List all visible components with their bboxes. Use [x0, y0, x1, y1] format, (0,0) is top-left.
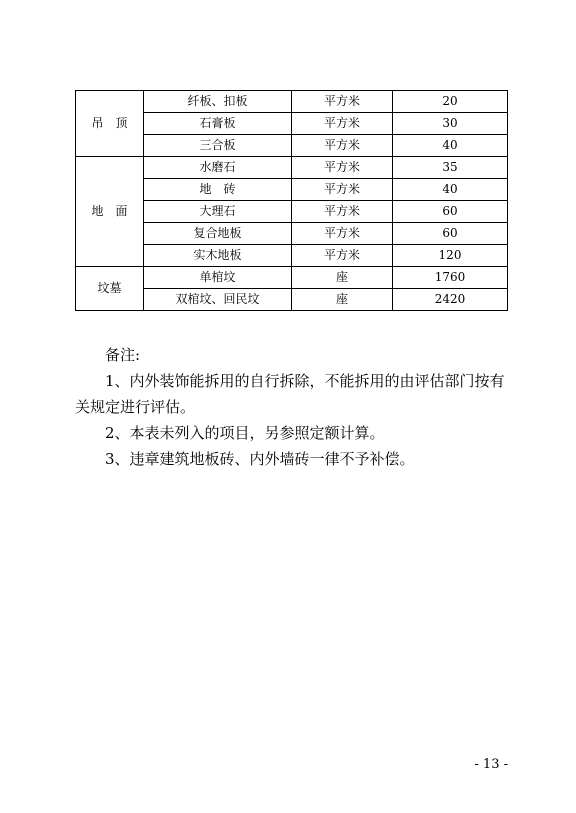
unit-cell: 平方米 [292, 245, 393, 267]
item-cell: 大理石 [144, 201, 292, 223]
item-cell: 复合地板 [144, 223, 292, 245]
item-cell: 双棺坟、回民坟 [144, 289, 292, 311]
category-cell: 地 面 [76, 157, 144, 267]
unit-cell: 平方米 [292, 223, 393, 245]
unit-cell: 平方米 [292, 157, 393, 179]
table-row [76, 267, 508, 289]
price-cell: 35 [393, 157, 508, 179]
note-item: 1、内外装饰能拆用的自行拆除，不能拆用的由评估部门按有关规定进行评估。 [75, 372, 505, 416]
price-cell: 40 [393, 179, 508, 201]
table-row [76, 91, 508, 113]
price-cell: 30 [393, 113, 508, 135]
item-cell: 实木地板 [144, 245, 292, 267]
unit-cell: 座 [292, 267, 393, 289]
notes-section [75, 342, 507, 472]
item-cell: 纤板、扣板 [144, 91, 292, 113]
item-cell: 单棺坟 [144, 267, 292, 289]
table-row [76, 157, 508, 179]
unit-cell: 平方米 [292, 91, 393, 113]
price-cell: 2420 [393, 289, 508, 311]
item-cell: 地 砖 [144, 179, 292, 201]
unit-cell: 平方米 [292, 201, 393, 223]
price-cell: 60 [393, 201, 508, 223]
note-item: 2、本表未列入的项目，另参照定额计算。 [105, 424, 385, 442]
compensation-table [75, 90, 508, 311]
item-cell: 水磨石 [144, 157, 292, 179]
price-cell: 120 [393, 245, 508, 267]
price-cell: 20 [393, 91, 508, 113]
unit-cell: 平方米 [292, 179, 393, 201]
note-item: 3、违章建筑地板砖、内外墙砖一律不予补偿。 [105, 450, 415, 468]
price-cell: 60 [393, 223, 508, 245]
price-cell: 1760 [393, 267, 508, 289]
unit-cell: 座 [292, 289, 393, 311]
page-number: - 13 - [474, 757, 508, 772]
category-cell: 吊 顶 [76, 91, 144, 157]
unit-cell: 平方米 [292, 113, 393, 135]
category-cell: 坟墓 [76, 267, 144, 311]
item-cell: 三合板 [144, 135, 292, 157]
price-cell: 40 [393, 135, 508, 157]
item-cell: 石膏板 [144, 113, 292, 135]
notes-title: 备注: [105, 346, 141, 364]
unit-cell: 平方米 [292, 135, 393, 157]
